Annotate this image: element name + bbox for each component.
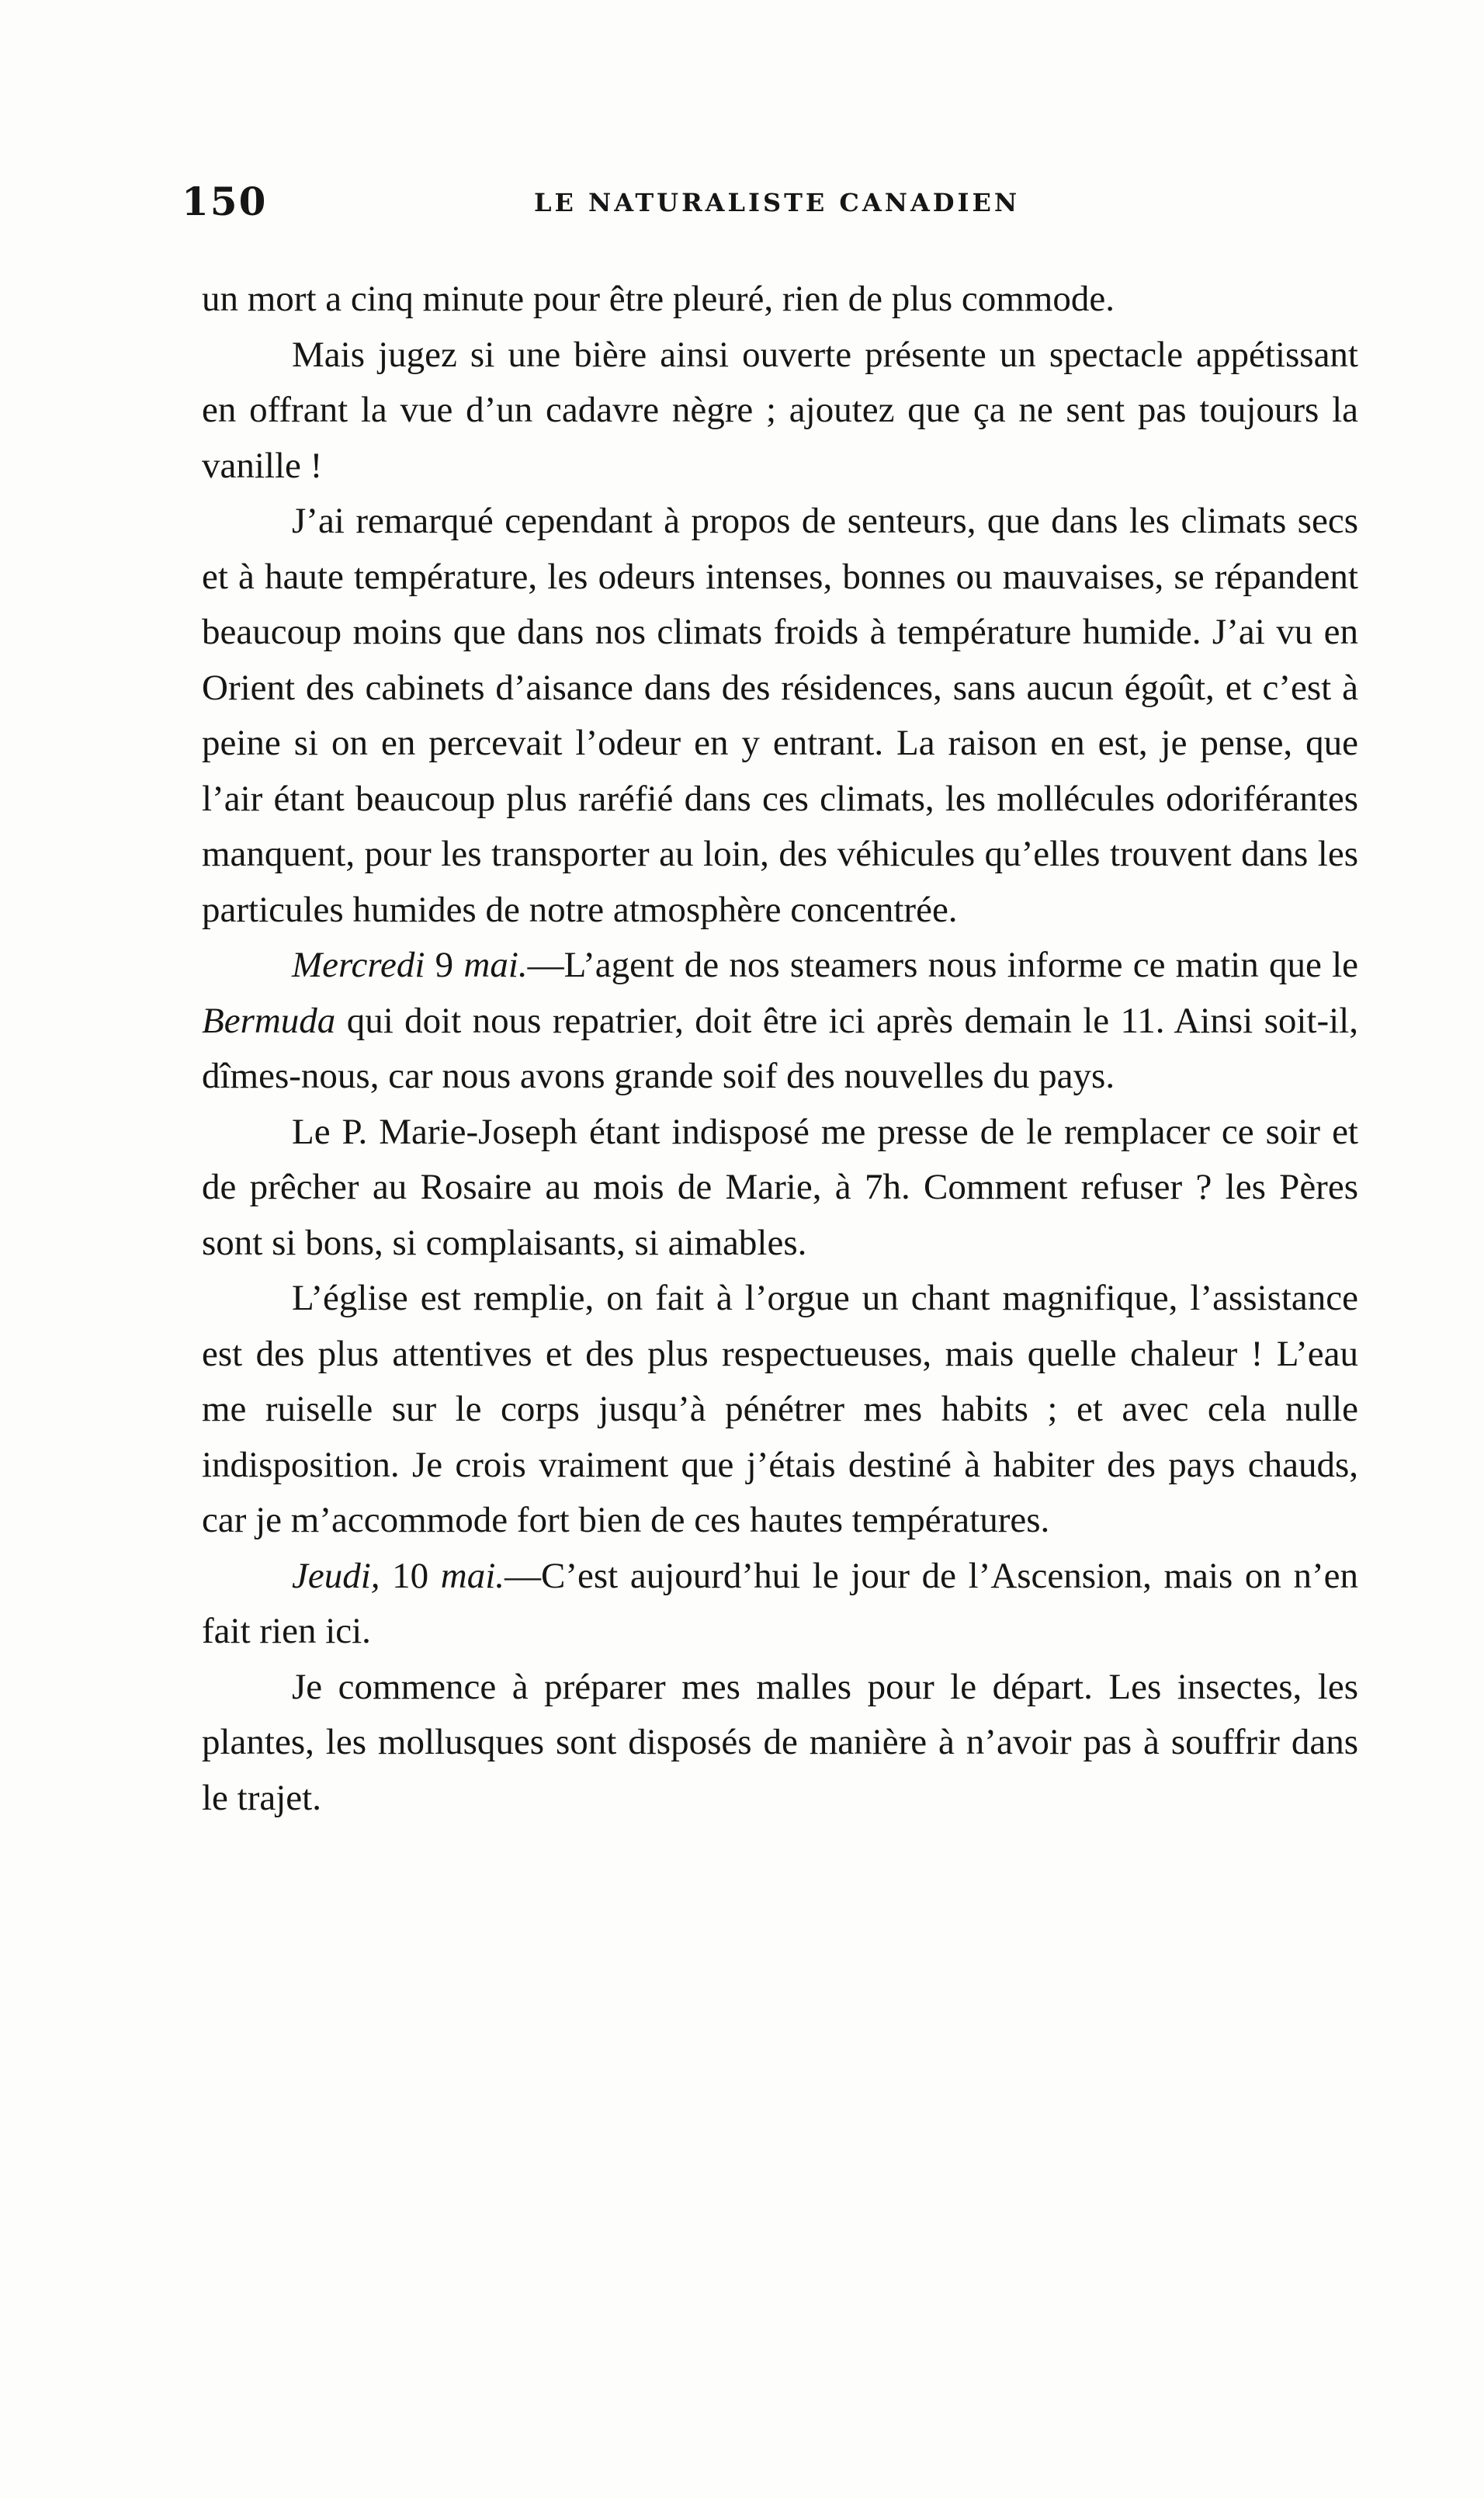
entry-month: mai. — [463, 945, 528, 985]
paragraph-text: —L’agent de nos steamers nous informe ce matin que le — [527, 945, 1359, 985]
paragraph-text: Le P. Marie-Joseph étant indisposé me presse de le remplacer ce soir et de prêcher au Rosaire au mois de Marie, à 7h. Comment refuser ? les Pères sont si bons, si complaisants, si aimables. — [202, 1111, 1358, 1263]
page-number: 150 — [182, 179, 268, 224]
paragraph-7-diary-entry-thursday — [202, 1549, 1358, 1660]
paragraph-2 — [202, 328, 1358, 495]
journal-title: LE NATURALISTE CANADIEN — [534, 188, 1021, 217]
paragraph-text: J’ai remarqué cependant à propos de senteurs, que dans les climats secs et à haute température, les odeurs intenses, bonnes ou mauvaises, se répandent beaucoup moins que dans nos climats froids à température humide. J’ai vu en Orient des cabinets d’aisance dans des résidences, sans aucun égoût, et c’est à peine si on en percevait l’odeur en y entrant. La raison en est, je pense, que l’air étant beaucoup plus raréfié dans ces climats, les mollécules odoriférantes manquent, pour les transporter au loin, des véhicules qu’elles trouvent dans les particules humides de notre atmosphère concentrée. — [202, 501, 1358, 930]
paragraph-1 — [202, 272, 1358, 328]
paragraph-8 — [202, 1660, 1358, 1827]
ship-name: Bermuda — [202, 1000, 336, 1041]
entry-weekday: Mercredi — [292, 945, 425, 985]
paragraph-text-continued: qui doit nous repatrier, doit être ici après demain le 11. Ainsi soit-il, dîmes-nous, car nous avons grande soif des nouvelles du pays. — [202, 1000, 1358, 1096]
paragraph-6 — [202, 1271, 1358, 1549]
entry-month: mai. — [440, 1555, 505, 1596]
paragraph-5 — [202, 1105, 1358, 1272]
paragraph-3 — [202, 494, 1358, 938]
paragraph-text: Je commence à préparer mes malles pour le départ. Les insectes, les plantes, les mollusques sont disposés de manière à n’avoir pas à souffrir dans le trajet. — [202, 1666, 1358, 1818]
entry-day-number: 9 — [425, 945, 464, 985]
entry-day-number: 10 — [380, 1555, 441, 1596]
entry-weekday: Jeudi, — [292, 1555, 380, 1596]
body-text — [202, 272, 1358, 1826]
paragraph-text: L’église est remplie, on fait à l’orgue un chant magnifique, l’assistance est des plus attentives et des plus respectueuses, mais quelle chaleur ! L’eau me ruiselle sur le corps jusqu’à pénétrer mes habits ; et avec cela nulle indisposition. Je crois vraiment que j’étais destiné à habiter des pays chauds, car je m’accommode fort bien de ces hautes températures. — [202, 1278, 1358, 1540]
paragraph-text: Mais jugez si une bière ainsi ouverte présente un spectacle appétissant en offrant la vue d’un cadavre nègre ; ajoutez que ça ne sent pas toujours la vanille ! — [202, 334, 1358, 486]
paragraph-text: un mort a cinq minute pour être pleuré, rien de plus commode. — [202, 279, 1115, 319]
paragraph-4-diary-entry-wednesday — [202, 938, 1358, 1105]
running-head — [182, 179, 1377, 241]
paragraph-text: —C’est aujourd’hui le jour de l’Ascension, mais on n’en fait rien ici. — [202, 1555, 1359, 1651]
